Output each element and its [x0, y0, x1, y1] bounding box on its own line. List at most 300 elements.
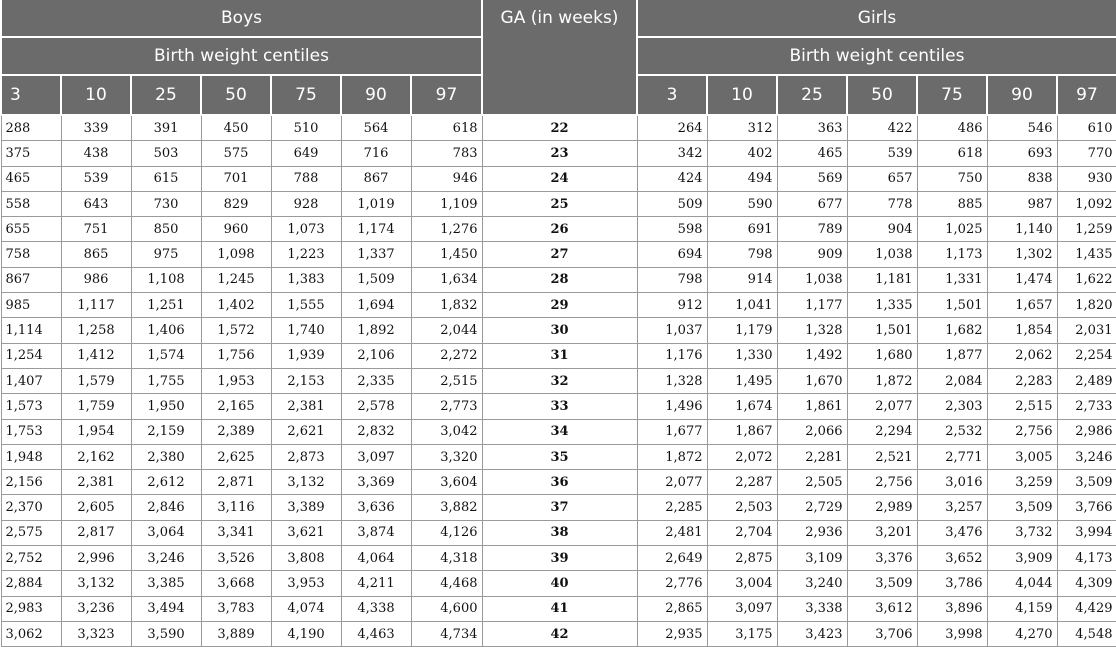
- boys-weight-cell: 1,412: [61, 343, 131, 368]
- girls-weight-cell: 465: [777, 141, 847, 166]
- girls-weight-cell: 904: [847, 217, 917, 242]
- girls-centile-header: 97: [1057, 75, 1116, 115]
- boys-weight-cell: 2,515: [411, 368, 482, 393]
- boys-weight-cell: 1,939: [271, 343, 341, 368]
- boys-weight-cell: 758: [1, 242, 61, 267]
- girls-weight-cell: 3,706: [847, 621, 917, 646]
- boys-weight-cell: 3,389: [271, 495, 341, 520]
- boys-weight-cell: 2,165: [201, 394, 271, 419]
- girls-weight-cell: 2,989: [847, 495, 917, 520]
- girls-weight-cell: 1,495: [707, 368, 777, 393]
- boys-weight-cell: 3,889: [201, 621, 271, 646]
- girls-weight-cell: 312: [707, 115, 777, 141]
- boys-weight-cell: 2,605: [61, 495, 131, 520]
- girls-weight-cell: 1,872: [847, 368, 917, 393]
- girls-weight-cell: 3,612: [847, 596, 917, 621]
- girls-weight-cell: 1,092: [1057, 191, 1116, 216]
- girls-weight-cell: 2,649: [637, 546, 707, 571]
- girls-weight-cell: 1,820: [1057, 293, 1116, 318]
- girls-centile-header: 90: [987, 75, 1057, 115]
- boys-weight-cell: 4,318: [411, 546, 482, 571]
- girls-weight-cell: 264: [637, 115, 707, 141]
- table-row: [1, 343, 1116, 368]
- boys-weight-cell: 2,156: [1, 470, 61, 495]
- girls-weight-cell: 1,025: [917, 217, 987, 242]
- girls-weight-cell: 750: [917, 166, 987, 191]
- girls-weight-cell: 2,986: [1057, 419, 1116, 444]
- boys-weight-cell: 3,132: [61, 571, 131, 596]
- girls-centile-header: 3: [637, 75, 707, 115]
- boys-weight-cell: 2,884: [1, 571, 61, 596]
- boys-weight-cell: 2,370: [1, 495, 61, 520]
- boys-weight-cell: 2,612: [131, 470, 201, 495]
- girls-weight-cell: 4,270: [987, 621, 1057, 646]
- boys-weight-cell: 655: [1, 217, 61, 242]
- boys-weight-cell: 2,578: [341, 394, 411, 419]
- girls-weight-cell: 2,481: [637, 520, 707, 545]
- boys-weight-cell: 3,369: [341, 470, 411, 495]
- boys-weight-cell: 3,494: [131, 596, 201, 621]
- table-row: [1, 166, 1116, 191]
- table-row: [1, 217, 1116, 242]
- girls-weight-cell: 1,877: [917, 343, 987, 368]
- girls-subheader: Birth weight centiles: [637, 37, 1116, 75]
- boys-weight-cell: 1,572: [201, 318, 271, 343]
- boys-weight-cell: 3,385: [131, 571, 201, 596]
- boys-weight-cell: 3,116: [201, 495, 271, 520]
- table-row: [1, 596, 1116, 621]
- boys-weight-cell: 1,251: [131, 293, 201, 318]
- ga-week-cell: 29: [482, 293, 637, 318]
- boys-weight-cell: 1,555: [271, 293, 341, 318]
- girls-weight-cell: 1,259: [1057, 217, 1116, 242]
- ga-week-cell: 25: [482, 191, 637, 216]
- girls-weight-cell: 494: [707, 166, 777, 191]
- boys-weight-cell: 1,337: [341, 242, 411, 267]
- boys-weight-cell: 643: [61, 191, 131, 216]
- girls-weight-cell: 2,515: [987, 394, 1057, 419]
- boys-weight-cell: 2,873: [271, 444, 341, 469]
- boys-weight-cell: 438: [61, 141, 131, 166]
- table-row: [1, 191, 1116, 216]
- girls-weight-cell: 657: [847, 166, 917, 191]
- girls-weight-cell: 3,476: [917, 520, 987, 545]
- boys-weight-cell: 4,600: [411, 596, 482, 621]
- boys-weight-cell: 3,062: [1, 621, 61, 646]
- girls-weight-cell: 3,257: [917, 495, 987, 520]
- girls-weight-cell: 1,657: [987, 293, 1057, 318]
- girls-weight-cell: 2,704: [707, 520, 777, 545]
- ga-week-cell: 36: [482, 470, 637, 495]
- boys-weight-cell: 3,341: [201, 520, 271, 545]
- table-row: [1, 293, 1116, 318]
- girls-weight-cell: 3,998: [917, 621, 987, 646]
- boys-weight-cell: 375: [1, 141, 61, 166]
- boys-weight-cell: 1,950: [131, 394, 201, 419]
- girls-weight-cell: 539: [847, 141, 917, 166]
- girls-weight-cell: 1,335: [847, 293, 917, 318]
- girls-weight-cell: 1,861: [777, 394, 847, 419]
- boys-weight-cell: 1,114: [1, 318, 61, 343]
- girls-weight-cell: 3,766: [1057, 495, 1116, 520]
- boys-weight-cell: 4,126: [411, 520, 482, 545]
- boys-weight-cell: 539: [61, 166, 131, 191]
- boys-weight-cell: 3,097: [341, 444, 411, 469]
- boys-weight-cell: 4,064: [341, 546, 411, 571]
- girls-weight-cell: 3,005: [987, 444, 1057, 469]
- girls-weight-cell: 838: [987, 166, 1057, 191]
- girls-weight-cell: 1,041: [707, 293, 777, 318]
- girls-weight-cell: 1,140: [987, 217, 1057, 242]
- boys-weight-cell: 1,098: [201, 242, 271, 267]
- girls-weight-cell: 2,505: [777, 470, 847, 495]
- boys-centile-header: 90: [341, 75, 411, 115]
- boys-centile-header: 25: [131, 75, 201, 115]
- girls-weight-cell: 569: [777, 166, 847, 191]
- boys-weight-cell: 3,953: [271, 571, 341, 596]
- table-row: [1, 267, 1116, 292]
- boys-weight-cell: 2,162: [61, 444, 131, 469]
- boys-weight-cell: 2,983: [1, 596, 61, 621]
- girls-weight-cell: 1,176: [637, 343, 707, 368]
- boys-centile-header: 3: [1, 75, 61, 115]
- girls-weight-cell: 3,097: [707, 596, 777, 621]
- table-header: [1, 0, 1116, 115]
- boys-weight-cell: 960: [201, 217, 271, 242]
- girls-weight-cell: 1,674: [707, 394, 777, 419]
- girls-weight-cell: 1,677: [637, 419, 707, 444]
- girls-weight-cell: 3,376: [847, 546, 917, 571]
- boys-weight-cell: 2,381: [61, 470, 131, 495]
- boys-weight-cell: 4,338: [341, 596, 411, 621]
- boys-weight-cell: 391: [131, 115, 201, 141]
- girls-weight-cell: 930: [1057, 166, 1116, 191]
- girls-weight-cell: 1,328: [637, 368, 707, 393]
- boys-weight-cell: 3,604: [411, 470, 482, 495]
- girls-weight-cell: 1,680: [847, 343, 917, 368]
- girls-weight-cell: 3,909: [987, 546, 1057, 571]
- girls-weight-cell: 1,670: [777, 368, 847, 393]
- boys-weight-cell: 1,108: [131, 267, 201, 292]
- ga-week-cell: 35: [482, 444, 637, 469]
- boys-weight-cell: 2,996: [61, 546, 131, 571]
- boys-weight-cell: 1,832: [411, 293, 482, 318]
- ga-week-cell: 38: [482, 520, 637, 545]
- boys-weight-cell: 4,074: [271, 596, 341, 621]
- girls-weight-cell: 2,936: [777, 520, 847, 545]
- girls-weight-cell: 4,044: [987, 571, 1057, 596]
- girls-weight-cell: 3,240: [777, 571, 847, 596]
- boys-weight-cell: 4,190: [271, 621, 341, 646]
- table-body: [1, 115, 1116, 647]
- boys-weight-cell: 2,621: [271, 419, 341, 444]
- girls-weight-cell: 2,062: [987, 343, 1057, 368]
- table-row: [1, 115, 1116, 141]
- girls-weight-cell: 2,285: [637, 495, 707, 520]
- girls-weight-cell: 3,004: [707, 571, 777, 596]
- girls-weight-cell: 1,854: [987, 318, 1057, 343]
- boys-weight-cell: 1,948: [1, 444, 61, 469]
- table-row: [1, 470, 1116, 495]
- girls-weight-cell: 3,509: [847, 571, 917, 596]
- table-row: [1, 444, 1116, 469]
- girls-weight-cell: 4,173: [1057, 546, 1116, 571]
- girls-weight-cell: 2,066: [777, 419, 847, 444]
- girls-weight-cell: 2,733: [1057, 394, 1116, 419]
- girls-weight-cell: 1,682: [917, 318, 987, 343]
- girls-weight-cell: 1,177: [777, 293, 847, 318]
- boys-weight-cell: 2,153: [271, 368, 341, 393]
- boys-weight-cell: 1,579: [61, 368, 131, 393]
- boys-weight-cell: 2,381: [271, 394, 341, 419]
- girls-weight-cell: 1,037: [637, 318, 707, 343]
- girls-weight-cell: 3,246: [1057, 444, 1116, 469]
- girls-weight-cell: 3,201: [847, 520, 917, 545]
- girls-header: Girls: [637, 0, 1116, 37]
- girls-weight-cell: 598: [637, 217, 707, 242]
- boys-weight-cell: 1,509: [341, 267, 411, 292]
- boys-weight-cell: 829: [201, 191, 271, 216]
- boys-weight-cell: 4,468: [411, 571, 482, 596]
- girls-weight-cell: 2,031: [1057, 318, 1116, 343]
- table-row: [1, 368, 1116, 393]
- girls-weight-cell: 789: [777, 217, 847, 242]
- boys-weight-cell: 788: [271, 166, 341, 191]
- boys-weight-cell: 3,064: [131, 520, 201, 545]
- girls-centile-header: 50: [847, 75, 917, 115]
- ga-week-cell: 39: [482, 546, 637, 571]
- boys-weight-cell: 1,245: [201, 267, 271, 292]
- ga-week-cell: 42: [482, 621, 637, 646]
- girls-weight-cell: 2,756: [987, 419, 1057, 444]
- girls-weight-cell: 1,867: [707, 419, 777, 444]
- boys-weight-cell: 946: [411, 166, 482, 191]
- table-row: [1, 242, 1116, 267]
- boys-weight-cell: 450: [201, 115, 271, 141]
- girls-weight-cell: 3,652: [917, 546, 987, 571]
- boys-weight-cell: 867: [341, 166, 411, 191]
- girls-weight-cell: 1,179: [707, 318, 777, 343]
- girls-weight-cell: 3,509: [1057, 470, 1116, 495]
- ga-week-cell: 34: [482, 419, 637, 444]
- girls-weight-cell: 4,309: [1057, 571, 1116, 596]
- girls-weight-cell: 2,303: [917, 394, 987, 419]
- girls-weight-cell: 2,729: [777, 495, 847, 520]
- boys-weight-cell: 1,573: [1, 394, 61, 419]
- table-row: [1, 520, 1116, 545]
- boys-weight-cell: 3,323: [61, 621, 131, 646]
- girls-weight-cell: 3,423: [777, 621, 847, 646]
- girls-weight-cell: 798: [707, 242, 777, 267]
- ga-week-cell: 28: [482, 267, 637, 292]
- boys-weight-cell: 1,755: [131, 368, 201, 393]
- girls-weight-cell: 2,776: [637, 571, 707, 596]
- boys-weight-cell: 575: [201, 141, 271, 166]
- boys-weight-cell: 2,846: [131, 495, 201, 520]
- girls-weight-cell: 363: [777, 115, 847, 141]
- girls-weight-cell: 1,492: [777, 343, 847, 368]
- girls-weight-cell: 2,489: [1057, 368, 1116, 393]
- girls-weight-cell: 2,294: [847, 419, 917, 444]
- girls-weight-cell: 1,038: [847, 242, 917, 267]
- boys-weight-cell: 1,276: [411, 217, 482, 242]
- girls-weight-cell: 1,474: [987, 267, 1057, 292]
- girls-weight-cell: 2,077: [637, 470, 707, 495]
- boys-weight-cell: 751: [61, 217, 131, 242]
- boys-weight-cell: 649: [271, 141, 341, 166]
- boys-weight-cell: 3,874: [341, 520, 411, 545]
- boys-weight-cell: 564: [341, 115, 411, 141]
- boys-weight-cell: 3,042: [411, 419, 482, 444]
- boys-weight-cell: 701: [201, 166, 271, 191]
- boys-weight-cell: 1,892: [341, 318, 411, 343]
- girls-weight-cell: 770: [1057, 141, 1116, 166]
- girls-weight-cell: 3,509: [987, 495, 1057, 520]
- boys-weight-cell: 1,753: [1, 419, 61, 444]
- boys-weight-cell: 2,335: [341, 368, 411, 393]
- boys-weight-cell: 1,223: [271, 242, 341, 267]
- girls-weight-cell: 2,935: [637, 621, 707, 646]
- ga-week-cell: 22: [482, 115, 637, 141]
- girls-weight-cell: 1,872: [637, 444, 707, 469]
- girls-weight-cell: 2,254: [1057, 343, 1116, 368]
- boys-weight-cell: 3,132: [271, 470, 341, 495]
- boys-centile-header: 50: [201, 75, 271, 115]
- girls-weight-cell: 3,175: [707, 621, 777, 646]
- boys-weight-cell: 1,019: [341, 191, 411, 216]
- ga-header: GA (in weeks): [482, 0, 637, 115]
- girls-weight-cell: 987: [987, 191, 1057, 216]
- boys-weight-cell: 3,636: [341, 495, 411, 520]
- boys-weight-cell: 3,668: [201, 571, 271, 596]
- boys-weight-cell: 4,211: [341, 571, 411, 596]
- girls-weight-cell: 798: [637, 267, 707, 292]
- girls-weight-cell: 610: [1057, 115, 1116, 141]
- girls-weight-cell: 885: [917, 191, 987, 216]
- boys-weight-cell: 1,117: [61, 293, 131, 318]
- boys-weight-cell: 3,236: [61, 596, 131, 621]
- boys-weight-cell: 1,634: [411, 267, 482, 292]
- boys-weight-cell: 1,174: [341, 217, 411, 242]
- boys-weight-cell: 1,258: [61, 318, 131, 343]
- boys-weight-cell: 4,734: [411, 621, 482, 646]
- girls-weight-cell: 3,259: [987, 470, 1057, 495]
- boys-weight-cell: 3,621: [271, 520, 341, 545]
- girls-centile-header: 75: [917, 75, 987, 115]
- boys-weight-cell: 850: [131, 217, 201, 242]
- boys-weight-cell: 2,832: [341, 419, 411, 444]
- ga-week-cell: 40: [482, 571, 637, 596]
- girls-weight-cell: 4,548: [1057, 621, 1116, 646]
- girls-weight-cell: 1,622: [1057, 267, 1116, 292]
- boys-weight-cell: 3,320: [411, 444, 482, 469]
- girls-weight-cell: 1,330: [707, 343, 777, 368]
- boys-weight-cell: 986: [61, 267, 131, 292]
- boys-weight-cell: 615: [131, 166, 201, 191]
- boys-weight-cell: 510: [271, 115, 341, 141]
- boys-weight-cell: 2,159: [131, 419, 201, 444]
- ga-week-cell: 37: [482, 495, 637, 520]
- girls-weight-cell: 691: [707, 217, 777, 242]
- girls-weight-cell: 1,038: [777, 267, 847, 292]
- boys-weight-cell: 783: [411, 141, 482, 166]
- girls-weight-cell: 1,302: [987, 242, 1057, 267]
- ga-week-cell: 41: [482, 596, 637, 621]
- boys-weight-cell: 2,272: [411, 343, 482, 368]
- boys-weight-cell: 618: [411, 115, 482, 141]
- girls-weight-cell: 2,084: [917, 368, 987, 393]
- girls-weight-cell: 909: [777, 242, 847, 267]
- girls-weight-cell: 912: [637, 293, 707, 318]
- girls-weight-cell: 2,072: [707, 444, 777, 469]
- girls-weight-cell: 693: [987, 141, 1057, 166]
- boys-weight-cell: 2,752: [1, 546, 61, 571]
- girls-centile-header: 25: [777, 75, 847, 115]
- boys-weight-cell: 716: [341, 141, 411, 166]
- boys-weight-cell: 1,953: [201, 368, 271, 393]
- boys-centile-header: 97: [411, 75, 482, 115]
- girls-weight-cell: 2,756: [847, 470, 917, 495]
- girls-weight-cell: 2,771: [917, 444, 987, 469]
- table-row: [1, 419, 1116, 444]
- ga-week-cell: 30: [482, 318, 637, 343]
- boys-weight-cell: 4,463: [341, 621, 411, 646]
- boys-centile-header: 75: [271, 75, 341, 115]
- boys-weight-cell: 1,073: [271, 217, 341, 242]
- boys-weight-cell: 2,817: [61, 520, 131, 545]
- table-row: [1, 318, 1116, 343]
- boys-weight-cell: 1,407: [1, 368, 61, 393]
- boys-weight-cell: 730: [131, 191, 201, 216]
- boys-weight-cell: 2,773: [411, 394, 482, 419]
- table-row: [1, 546, 1116, 571]
- girls-weight-cell: 402: [707, 141, 777, 166]
- girls-weight-cell: 590: [707, 191, 777, 216]
- boys-weight-cell: 558: [1, 191, 61, 216]
- boys-weight-cell: 2,106: [341, 343, 411, 368]
- girls-weight-cell: 778: [847, 191, 917, 216]
- girls-weight-cell: 2,521: [847, 444, 917, 469]
- girls-weight-cell: 3,016: [917, 470, 987, 495]
- boys-weight-cell: 288: [1, 115, 61, 141]
- girls-weight-cell: 2,077: [847, 394, 917, 419]
- girls-weight-cell: 2,503: [707, 495, 777, 520]
- girls-weight-cell: 3,786: [917, 571, 987, 596]
- girls-weight-cell: 3,994: [1057, 520, 1116, 545]
- girls-weight-cell: 424: [637, 166, 707, 191]
- ga-week-cell: 31: [482, 343, 637, 368]
- girls-weight-cell: 3,732: [987, 520, 1057, 545]
- girls-weight-cell: 1,501: [917, 293, 987, 318]
- girls-weight-cell: 342: [637, 141, 707, 166]
- girls-weight-cell: 422: [847, 115, 917, 141]
- girls-weight-cell: 677: [777, 191, 847, 216]
- boys-centile-header: 10: [61, 75, 131, 115]
- boys-header: Boys: [1, 0, 482, 37]
- boys-weight-cell: 1,254: [1, 343, 61, 368]
- ga-week-cell: 24: [482, 166, 637, 191]
- boys-weight-cell: 503: [131, 141, 201, 166]
- girls-weight-cell: 1,331: [917, 267, 987, 292]
- girls-weight-cell: 1,181: [847, 267, 917, 292]
- boys-weight-cell: 928: [271, 191, 341, 216]
- girls-weight-cell: 3,338: [777, 596, 847, 621]
- boys-weight-cell: 3,882: [411, 495, 482, 520]
- girls-weight-cell: 2,281: [777, 444, 847, 469]
- boys-weight-cell: 1,954: [61, 419, 131, 444]
- girls-weight-cell: 3,109: [777, 546, 847, 571]
- girls-weight-cell: 486: [917, 115, 987, 141]
